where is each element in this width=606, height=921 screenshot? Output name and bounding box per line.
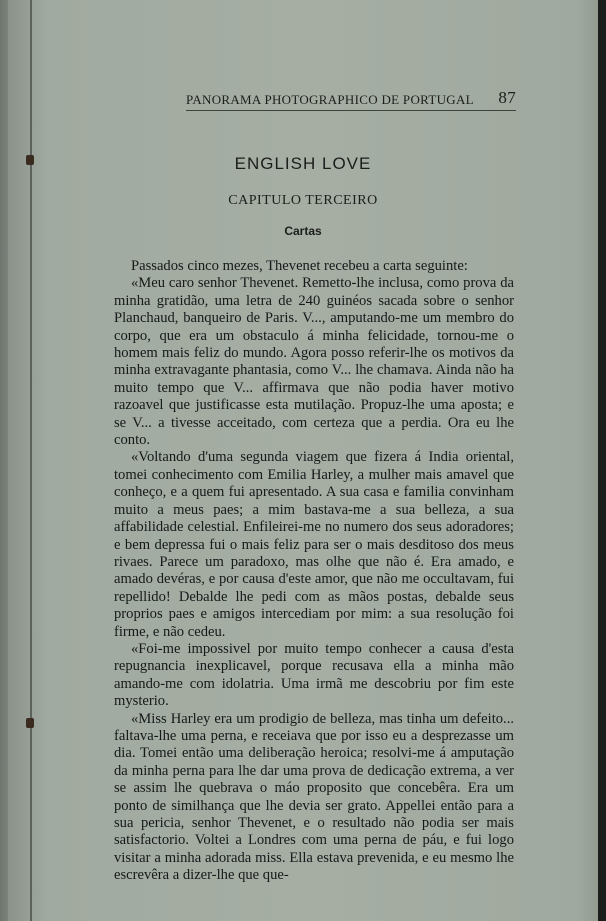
paragraph: «Foi-me impossivel por muito tempo conhecer a causa d'esta repugnancia inexplicavel, porque recusava ella a minha mão amando-me com idolatria. Uma irmã me descobriu por fim este mysterio. <box>114 640 514 710</box>
page-number: 87 <box>498 88 516 107</box>
paragraph: «Miss Harley era um prodigio de belleza, mas tinha um defeito... faltava-lhe uma perna, e receiava que por isso eu a desprezasse um dia. Tomei então uma deliberação heroica; resolvi-me á amputação da minha perna para lhe dar uma prova de dedicação extrema, a ver se assim lhe quebrava o máo proposito que concebêra. Era um ponto de similhança que lhe devia ser grato. Appellei então para a sua pericia, senhor Thevenet, e o resultado não podia ser mais satisfactorio. Voltei a Londres com uma perna de páu, e fui logo visitar a minha adorada miss. Ella estava prevenida, e eu mesmo lhe escrevêra a dizer-lhe que que- <box>114 710 514 884</box>
chapter-heading: CAPITULO TERCEIRO <box>228 193 378 208</box>
paragraph: Passados cinco mezes, Thevenet recebeu a carta seguinte: <box>131 258 468 274</box>
gutter-line <box>30 0 32 921</box>
paragraph: «Meu caro senhor Thevenet. Remetto-lhe inclusa, como prova da minha gratidão, uma letra de 240 guinéos sacada sobre o senhor Planchaud, banqueiro de Paris. V..., amputando-me um membro do corpo, que era um obstaculo á minha felicidade, tornou-me o homem mais feliz do mundo. Agora posso referir-lhe os motivos da minha extravagante phantasia, como V... lhe chamava. Ainda não ha muito tempo que V... affirmava que não podia haver motivo razoavel que justificasse esta mutilação. Propuz-lhe uma aposta; e se V... a tivesse acceitado, com certeza que a perdia. Ora eu lhe conto. <box>114 275 514 449</box>
header-rule <box>186 110 516 111</box>
paragraph: «Voltando d'uma segunda viagem que fizera á India oriental, tomei conhecimento com Emilia Harley, a mulher mais amavel que conheço, e a quem fui apresentado. A sua casa e familia convinham muito a meus paes; a mim bastava-me a sua belleza, a sua affabilidade celestial. Enfileirei-me no numero dos seus adoradores; e bem depressa fui o mais feliz para ser o mais desditoso dos meus rivaes. Parece um paradoxo, mas olhe que não é. Era amado, e amado devéras, e por causa d'este amor, que não me occultavam, fui repellido! Debalde lhe pedi com as mãos postas, debalde seus proprios paes e amigos intercediam por mim: a sua resolução foi firme, e não cedeu. <box>114 449 514 640</box>
body-text <box>114 258 514 885</box>
binding-mark <box>26 718 34 728</box>
running-title: PANORAMA PHOTOGRAPHICO DE PORTUGAL <box>186 92 474 107</box>
section-heading: Cartas <box>284 224 322 238</box>
article-title: ENGLISH LOVE <box>234 154 372 173</box>
